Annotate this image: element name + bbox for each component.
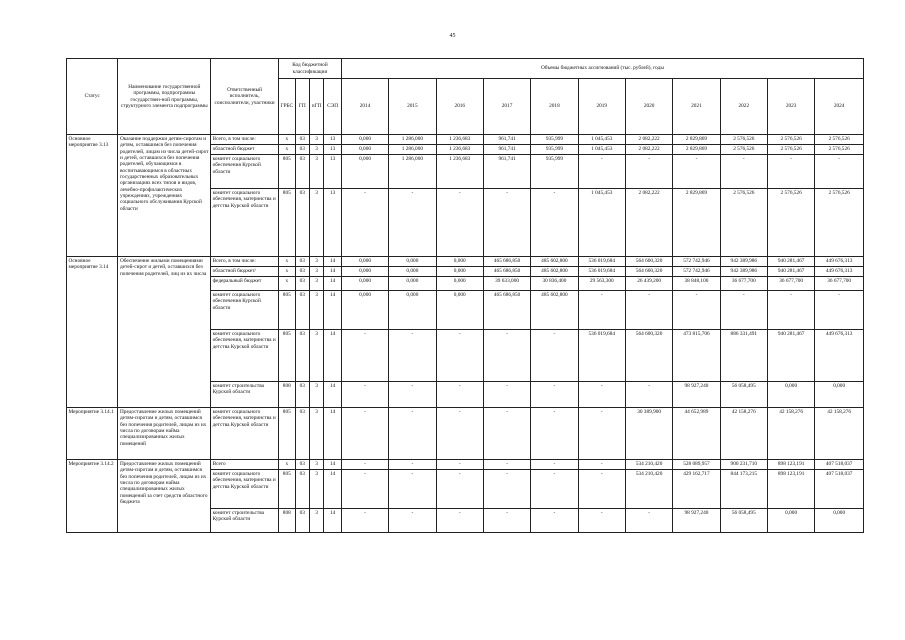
code-cell: 14 [324, 382, 342, 408]
value-cell: 2 576,526 [767, 145, 814, 155]
measure-status: Мероприятие 3.14.1 [67, 408, 118, 460]
value-cell: 36 677,700 [767, 277, 814, 291]
code-cell: 03 [295, 135, 309, 145]
code-cell: 03 [295, 382, 309, 408]
value-cell: 2 082,222 [625, 189, 672, 257]
value-cell: - [341, 460, 388, 470]
value-cell: - [531, 509, 578, 533]
value-cell: 1 045,453 [578, 135, 625, 145]
measure-name: Оказание поддержки детям-сиротам и детям, оставшимся без попечения родителей, лицам из числа детей-сирот и детей, оставшихся без попечения родителей, обучающимся в воспитывающимся в областных государственных образовательных организациях всех типов и видов, лечебно-профилактических учреждениях, учреждениях социального обслуживания Курской области [118, 135, 211, 257]
table-row [67, 257, 864, 267]
value-cell: 473 815,706 [673, 330, 720, 382]
value-cell: - [720, 155, 767, 189]
value-cell: 942 389,986 [720, 257, 767, 267]
value-cell: 898 123,191 [767, 460, 814, 470]
value-cell: - [720, 291, 767, 330]
header-code-1: ГП [295, 79, 309, 135]
value-cell: 528 089,957 [673, 460, 720, 470]
code-cell: x [279, 277, 295, 291]
value-cell: - [625, 509, 672, 533]
value-cell: 534 210,420 [625, 460, 672, 470]
executor-cell: федеральный бюджет [211, 277, 279, 291]
code-cell: 808 [279, 509, 295, 533]
value-cell: 844 173,215 [720, 470, 767, 509]
value-cell: - [673, 155, 720, 189]
code-cell: 805 [279, 470, 295, 509]
value-cell: 2 576,526 [767, 189, 814, 257]
code-cell: x [279, 145, 295, 155]
header-code-group: Код бюджетной классификации [279, 59, 342, 79]
value-cell: 0,000 [436, 277, 483, 291]
measure-name: Обеспечение жилыми помещениями детей-сирот и детей, оставшихся без попечения родителей, лиц из их числа [118, 257, 211, 408]
code-cell: 3 [309, 135, 323, 145]
code-cell: 03 [295, 155, 309, 189]
value-cell: 26 439,200 [625, 277, 672, 291]
executor-cell: комитет строительства Курской области [211, 509, 279, 533]
value-cell: - [341, 509, 388, 533]
value-cell: 98 927,240 [673, 509, 720, 533]
value-cell: 44 652,989 [673, 408, 720, 460]
value-cell: 407 518,037 [815, 460, 864, 470]
value-cell: 465 686,850 [483, 267, 530, 277]
value-cell: - [389, 408, 436, 460]
value-cell: - [389, 460, 436, 470]
executor-cell: Всего [211, 460, 279, 470]
value-cell: 485 602,800 [531, 291, 578, 330]
code-cell: 14 [324, 257, 342, 267]
value-cell: - [815, 291, 864, 330]
executor-cell: комитет социального обеспечения, материнства и детства Курской области [211, 408, 279, 460]
value-cell: 0,000 [341, 277, 388, 291]
value-cell: 2 576,526 [815, 135, 864, 145]
header-year-2022: 2022 [720, 79, 767, 135]
header-volume-group: Объемы бюджетных ассигнований (тыс. рублей), годы [341, 59, 863, 79]
code-cell: 14 [324, 277, 342, 291]
value-cell: 39 633,000 [483, 277, 530, 291]
executor-cell: областной бюджет/ [211, 267, 279, 277]
value-cell: 0,000 [815, 382, 864, 408]
code-cell: 3 [309, 155, 323, 189]
value-cell: 42 158,276 [767, 408, 814, 460]
code-cell: x [279, 257, 295, 267]
value-cell: 0,000 [436, 257, 483, 267]
code-cell: 14 [324, 470, 342, 509]
code-cell: 3 [309, 470, 323, 509]
code-cell: 03 [295, 291, 309, 330]
header-code-0: ГРБС [279, 79, 295, 135]
value-cell: 961,741 [483, 135, 530, 145]
code-cell: 13 [324, 145, 342, 155]
code-cell: x [279, 267, 295, 277]
header-year-2017: 2017 [483, 79, 530, 135]
value-cell: 0,000 [341, 135, 388, 145]
value-cell: - [625, 155, 672, 189]
value-cell: - [483, 509, 530, 533]
header-year-2019: 2019 [578, 79, 625, 135]
value-cell: 407 518,037 [815, 470, 864, 509]
value-cell: - [436, 189, 483, 257]
value-cell: - [483, 408, 530, 460]
value-cell: 485 602,800 [531, 257, 578, 267]
code-cell: 14 [324, 330, 342, 382]
value-cell: 2 576,526 [720, 189, 767, 257]
value-cell: 30 836,400 [531, 277, 578, 291]
value-cell: 30 389,900 [625, 408, 672, 460]
value-cell: - [341, 330, 388, 382]
value-cell: 42 158,276 [720, 408, 767, 460]
value-cell: 2 576,526 [815, 145, 864, 155]
value-cell: 2 829,869 [673, 145, 720, 155]
value-cell: 1 286,000 [389, 155, 436, 189]
value-cell: 564 600,320 [625, 257, 672, 267]
value-cell: 0,000 [341, 257, 388, 267]
value-cell: - [578, 408, 625, 460]
value-cell: 940 281,467 [767, 330, 814, 382]
executor-cell: комитет социального обеспечения Курской области [211, 291, 279, 330]
value-cell: 935,999 [531, 135, 578, 145]
code-cell: 03 [295, 145, 309, 155]
value-cell: - [531, 470, 578, 509]
value-cell: 2 576,526 [767, 135, 814, 145]
code-cell: 3 [309, 330, 323, 382]
code-cell: 14 [324, 460, 342, 470]
value-cell: 449 676,313 [815, 267, 864, 277]
executor-cell: комитет социального обеспечения Курской области [211, 155, 279, 189]
value-cell: 36 677,700 [720, 277, 767, 291]
value-cell: - [531, 382, 578, 408]
code-cell: 3 [309, 382, 323, 408]
value-cell: 0,000 [436, 267, 483, 277]
value-cell: 942 389,986 [720, 267, 767, 277]
code-cell: 03 [295, 470, 309, 509]
header-year-2023: 2023 [767, 79, 814, 135]
code-cell: 808 [279, 382, 295, 408]
code-cell: 03 [295, 277, 309, 291]
value-cell: - [578, 509, 625, 533]
value-cell: - [436, 408, 483, 460]
value-cell: 0,000 [341, 267, 388, 277]
measure-status: Мероприятие 3.14.2 [67, 460, 118, 533]
value-cell: - [341, 189, 388, 257]
code-cell: 03 [295, 509, 309, 533]
value-cell: 0,000 [341, 155, 388, 189]
code-cell: 805 [279, 155, 295, 189]
value-cell: 572 742,946 [673, 257, 720, 267]
code-cell: 3 [309, 509, 323, 533]
header-status: Статус [67, 59, 118, 135]
header-year-2015: 2015 [389, 79, 436, 135]
value-cell: 0,000 [341, 145, 388, 155]
value-cell: 1 045,453 [578, 189, 625, 257]
code-cell: 03 [295, 408, 309, 460]
code-cell: 3 [309, 277, 323, 291]
table-row [67, 135, 864, 145]
code-cell: 3 [309, 145, 323, 155]
value-cell: - [625, 382, 672, 408]
value-cell: 1 286,000 [389, 145, 436, 155]
value-cell: 98 927,240 [673, 382, 720, 408]
value-cell: 449 676,313 [815, 257, 864, 267]
value-cell: - [389, 330, 436, 382]
value-cell: - [531, 460, 578, 470]
measure-name: Предоставление жилых помещений детям-сиротам и детям, оставшимся без попечения родителей, лицам из их числа по договорам найма специализированных жилых помещений [118, 408, 211, 460]
value-cell: 485 602,800 [531, 267, 578, 277]
value-cell: 900 231,710 [720, 460, 767, 470]
value-cell: 935,999 [531, 145, 578, 155]
value-cell: 0,000 [389, 291, 436, 330]
value-cell: 1 045,453 [578, 145, 625, 155]
header-year-2024: 2024 [815, 79, 864, 135]
header-year-2021: 2021 [673, 79, 720, 135]
code-cell: 14 [324, 291, 342, 330]
value-cell: - [483, 470, 530, 509]
value-cell: 2 082,222 [625, 135, 672, 145]
value-cell: - [625, 291, 672, 330]
value-cell: - [341, 470, 388, 509]
value-cell: 2 829,869 [673, 189, 720, 257]
budget-allocation-table [66, 58, 864, 533]
value-cell: 465 686,850 [483, 291, 530, 330]
value-cell: 536 019,684 [578, 330, 625, 382]
code-cell: 13 [324, 135, 342, 145]
code-cell: 3 [309, 189, 323, 257]
code-cell: 3 [309, 257, 323, 267]
value-cell: 534 210,420 [625, 470, 672, 509]
value-cell: 2 576,526 [720, 135, 767, 145]
header-row-top [67, 59, 864, 79]
value-cell: 564 600,320 [625, 267, 672, 277]
value-cell: - [578, 155, 625, 189]
value-cell: - [578, 460, 625, 470]
value-cell: - [815, 155, 864, 189]
code-cell: 14 [324, 408, 342, 460]
value-cell: - [767, 291, 814, 330]
value-cell: 0,000 [767, 509, 814, 533]
executor-cell: Всего, в том числе: [211, 257, 279, 267]
executor-cell: комитет социального обеспечения, материнства и детства Курской области [211, 330, 279, 382]
header-year-2020: 2020 [625, 79, 672, 135]
value-cell: 935,999 [531, 155, 578, 189]
value-cell: 1 236,683 [436, 135, 483, 145]
value-cell: 1 236,683 [436, 145, 483, 155]
header-executor: Ответственный исполнитель, соисполнители, участники [211, 59, 279, 135]
value-cell: 465 686,850 [483, 257, 530, 267]
value-cell: 429 162,717 [673, 470, 720, 509]
value-cell: 0,000 [436, 291, 483, 330]
code-cell: 3 [309, 460, 323, 470]
value-cell: 56 058,495 [720, 382, 767, 408]
value-cell: - [436, 460, 483, 470]
value-cell: - [389, 382, 436, 408]
value-cell: 1 286,000 [389, 135, 436, 145]
value-cell: 2 829,869 [673, 135, 720, 145]
value-cell: - [341, 382, 388, 408]
code-cell: 3 [309, 408, 323, 460]
value-cell: 564 600,320 [625, 330, 672, 382]
value-cell: - [483, 460, 530, 470]
value-cell: - [341, 408, 388, 460]
code-cell: 03 [295, 330, 309, 382]
code-cell: x [279, 460, 295, 470]
header-name: Наименование государственной программы, подпрограммы государствен-ной программы, структурного элемента подпрограммы [118, 59, 211, 135]
value-cell: 1 236,683 [436, 155, 483, 189]
value-cell: - [767, 155, 814, 189]
code-cell: 3 [309, 291, 323, 330]
value-cell: 38 848,100 [673, 277, 720, 291]
code-cell: x [279, 135, 295, 145]
code-cell: 13 [324, 189, 342, 257]
table-row [67, 460, 864, 470]
value-cell: - [578, 382, 625, 408]
value-cell: 0,000 [389, 267, 436, 277]
value-cell: 2 576,526 [815, 189, 864, 257]
value-cell: 0,000 [389, 257, 436, 267]
value-cell: - [483, 382, 530, 408]
measure-status: Основное мероприятие 3.13 [67, 135, 118, 257]
value-cell: - [578, 291, 625, 330]
value-cell: - [389, 189, 436, 257]
value-cell: - [483, 189, 530, 257]
value-cell: - [436, 509, 483, 533]
value-cell: - [436, 382, 483, 408]
executor-cell: Всего, в том числе: [211, 135, 279, 145]
value-cell: 42 158,276 [815, 408, 864, 460]
code-cell: 805 [279, 189, 295, 257]
executor-cell: комитет социального обеспечения, материнства и детства Курской области [211, 189, 279, 257]
table-row [67, 408, 864, 460]
value-cell: 2 576,526 [720, 145, 767, 155]
header-code-2: пГП [309, 79, 323, 135]
value-cell: 36 677,700 [815, 277, 864, 291]
value-cell: - [436, 330, 483, 382]
value-cell: 572 742,946 [673, 267, 720, 277]
value-cell: 0,000 [389, 277, 436, 291]
value-cell: 2 082,222 [625, 145, 672, 155]
value-cell: - [578, 470, 625, 509]
executor-cell: областной бюджет [211, 145, 279, 155]
value-cell: 898 123,191 [767, 470, 814, 509]
executor-cell: комитет социального обеспечения, материнства и детства Курской области [211, 470, 279, 509]
value-cell: 536 019,684 [578, 257, 625, 267]
value-cell: - [673, 291, 720, 330]
value-cell: - [531, 189, 578, 257]
value-cell: 961,741 [483, 155, 530, 189]
value-cell: 961,741 [483, 145, 530, 155]
value-cell: 940 281,467 [767, 267, 814, 277]
value-cell: 886 331,491 [720, 330, 767, 382]
code-cell: 14 [324, 509, 342, 533]
value-cell: 56 058,495 [720, 509, 767, 533]
value-cell: 449 676,313 [815, 330, 864, 382]
value-cell: - [436, 470, 483, 509]
code-cell: 13 [324, 155, 342, 189]
code-cell: 14 [324, 267, 342, 277]
header-code-3: СЭП [324, 79, 342, 135]
code-cell: 03 [295, 257, 309, 267]
header-year-2014: 2014 [341, 79, 388, 135]
measure-name: Предоставление жилых помещений детям-сиротам и детям, оставшимся без попечения родителей, лицам из их числа по договорам найма специализированных жилых помещений за счет средств областного бюджета [118, 460, 211, 533]
value-cell: - [483, 330, 530, 382]
value-cell: 0,000 [815, 509, 864, 533]
value-cell: 0,000 [341, 291, 388, 330]
value-cell: 29 563,300 [578, 277, 625, 291]
header-year-2018: 2018 [531, 79, 578, 135]
code-cell: 3 [309, 267, 323, 277]
code-cell: 03 [295, 267, 309, 277]
page-number: 45 [449, 33, 456, 39]
code-cell: 805 [279, 408, 295, 460]
value-cell: 0,000 [767, 382, 814, 408]
measure-status: Основное мероприятие 3.14 [67, 257, 118, 408]
value-cell: - [389, 470, 436, 509]
value-cell: - [531, 408, 578, 460]
code-cell: 805 [279, 291, 295, 330]
value-cell: 940 281,467 [767, 257, 814, 267]
code-cell: 805 [279, 330, 295, 382]
executor-cell: комитет строительства Курской области [211, 382, 279, 408]
header-year-2016: 2016 [436, 79, 483, 135]
value-cell: 536 019,684 [578, 267, 625, 277]
value-cell: - [389, 509, 436, 533]
code-cell: 03 [295, 460, 309, 470]
code-cell: 03 [295, 189, 309, 257]
value-cell: - [531, 330, 578, 382]
